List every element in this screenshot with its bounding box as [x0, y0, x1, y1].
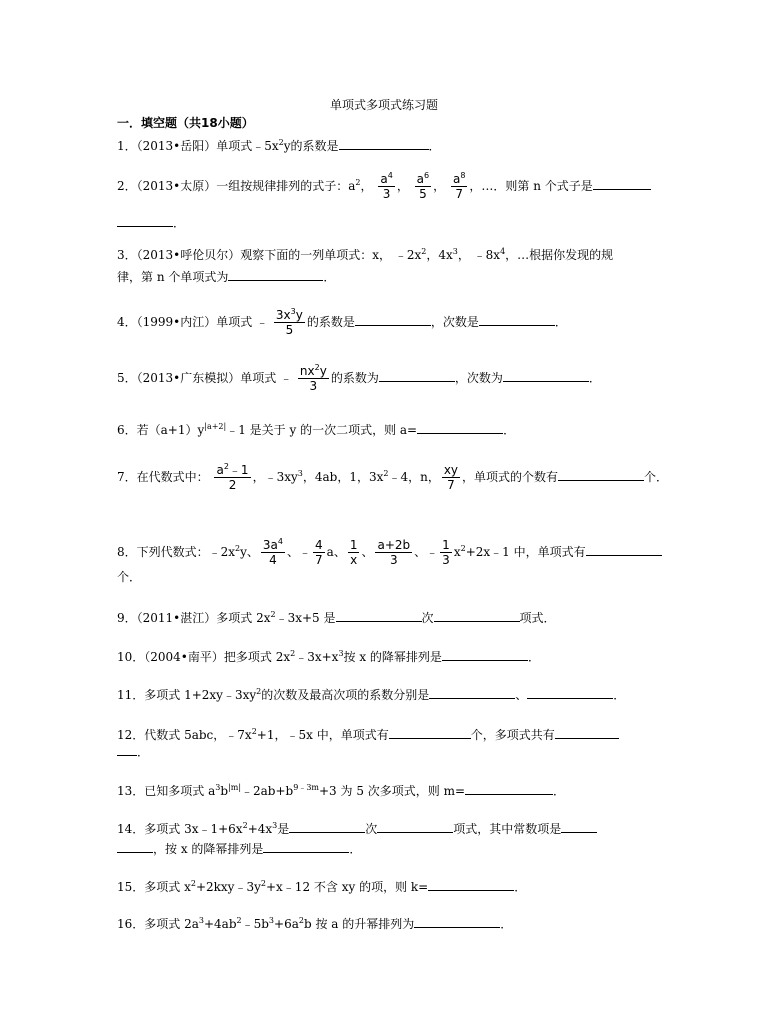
section-heading: 一．填空题（共18小题） — [117, 116, 254, 130]
q13-text4: +3 为 5 次多项式，则 m= — [319, 784, 466, 798]
q8-fraction-3: $\frac{1}{x}$ — [349, 538, 358, 567]
q9-answer-blank-terms[interactable] — [434, 609, 520, 622]
q14-line2 — [117, 840, 361, 855]
question-5 — [117, 364, 601, 393]
q15-answer-blank[interactable] — [428, 878, 514, 891]
q2-line2 — [117, 214, 185, 229]
q14-answer-blank-order[interactable] — [263, 840, 349, 853]
q11-text3: 、 — [515, 688, 528, 702]
q5-text: 5．（2013•广东模拟）单项式 ﹣ — [117, 371, 293, 385]
q14-exp1: 2 — [242, 821, 248, 830]
q14-text5: 项式，其中常数项是 — [453, 822, 562, 836]
q14-end: ． — [349, 842, 362, 856]
q16-end: ． — [500, 917, 513, 931]
q16-answer-blank[interactable] — [414, 915, 500, 928]
question-9 — [117, 609, 556, 624]
q2-sep3: ， — [433, 179, 446, 193]
q10-end: ． — [527, 650, 540, 664]
q8-exp1: 2 — [235, 544, 241, 553]
q7-text: 7．在代数式中： — [117, 470, 209, 484]
q14-answer-blank-const-b[interactable] — [117, 840, 153, 853]
q7-text3: ，4ab，1，3x — [302, 470, 384, 484]
q8-text6: 、﹣ — [414, 545, 439, 559]
q16-text: 16．多项式 2a — [117, 917, 199, 931]
q15-text2: +2kxy﹣3y — [195, 880, 261, 894]
document-title: 单项式多项式练习题 — [329, 98, 438, 112]
q16-text3: ﹣5b — [241, 917, 269, 931]
q3-text3: ， ﹣8x — [457, 248, 501, 262]
question-10 — [117, 648, 540, 663]
q12-answer-blank-poly-a[interactable] — [555, 726, 619, 739]
q7-exp1: 3 — [297, 469, 303, 478]
q14-line2-text: ，按 x 的降幂排列是 — [153, 842, 264, 856]
q16-text5: b 按 a 的升幂排列为 — [303, 917, 415, 931]
question-7 — [117, 463, 668, 492]
q2-exp: 2 — [355, 178, 361, 187]
q8-fraction-1: $\frac{3a^4}{4}$ — [262, 537, 284, 567]
q1-text: 1．（2013•岳阳）单项式﹣5x — [117, 139, 279, 153]
q7-end: 个． — [644, 470, 669, 484]
q1-answer-blank[interactable] — [339, 137, 429, 150]
q2-fraction-2: $\frac{a^6}{5}$ — [416, 171, 430, 201]
q4-text2: 的系数是 — [306, 315, 355, 329]
q8-text5: 、 — [361, 545, 374, 559]
question-3 — [117, 249, 613, 261]
q10-answer-blank[interactable] — [442, 648, 528, 661]
q9-text: 9．（2011•湛江）多项式 2x — [117, 611, 271, 625]
q7-answer-blank[interactable] — [558, 468, 644, 481]
q10-exp2: 3 — [338, 649, 344, 658]
q13-end: ． — [553, 784, 566, 798]
q4-answer-blank-degree[interactable] — [479, 313, 555, 326]
q8-text: 8．下列代数式：﹣2x — [117, 545, 236, 559]
q8-line2 — [117, 571, 141, 583]
question-2 — [117, 172, 651, 201]
q15-exp2: 2 — [260, 879, 266, 888]
q16-text4: +6a — [274, 917, 299, 931]
q4-end: ． — [554, 315, 567, 329]
q6-end: ． — [503, 423, 516, 437]
q3-text4: ，…根据你发现的规 — [505, 248, 614, 262]
q2-text2: ，…．则第 n 个式子是 — [469, 179, 593, 193]
q5-answer-blank-coef[interactable] — [379, 369, 455, 382]
q7-text2: ，﹣3xy — [252, 470, 298, 484]
q6-text2: ﹣1 是关于 y 的一次二项式，则 a= — [226, 423, 418, 437]
q8-answer-blank[interactable] — [586, 543, 662, 556]
q2-end: ． — [173, 216, 186, 230]
question-12 — [117, 726, 619, 741]
q3-text2: ，4x — [426, 248, 453, 262]
q11-exp: 2 — [256, 687, 262, 696]
q14-text3: 是 — [277, 822, 290, 836]
q8-text4: a、 — [326, 545, 346, 559]
q15-text3: +x﹣12 不含 xy 的项，则 k= — [265, 880, 429, 894]
q16-exp4: 2 — [298, 916, 304, 925]
q12-text: 12．代数式 5abc，﹣7x — [117, 728, 252, 742]
q3-line2 — [117, 268, 335, 283]
question-8 — [117, 538, 662, 567]
q2-sep2: ， — [396, 179, 409, 193]
q10-text: 10．（2004•南平）把多项式 2x — [117, 650, 291, 664]
q10-exp1: 2 — [290, 649, 296, 658]
q8-line2-text: 个． — [117, 570, 142, 584]
q6-answer-blank[interactable] — [417, 421, 503, 434]
q11-end: ． — [613, 688, 626, 702]
q12-text3: 个，多项式共有 — [470, 728, 555, 742]
q9-exp: 2 — [270, 610, 276, 619]
q11-text: 11．多项式 1+2xy﹣3xy — [117, 688, 257, 702]
q9-end: 项式． — [519, 611, 556, 625]
q4-text: 4．（1999•内江）单项式 ﹣ — [117, 315, 269, 329]
q2-answer-blank-b[interactable] — [117, 214, 173, 227]
q12-end: ． — [137, 745, 150, 759]
q5-fraction: $\frac{nx^2y}{3}$ — [299, 363, 327, 393]
q15-exp1: 2 — [190, 879, 196, 888]
question-13 — [117, 782, 565, 797]
q11-answer-blank-coef[interactable] — [527, 686, 613, 699]
q5-text2: 的系数为 — [330, 371, 379, 385]
q14-exp2: 3 — [272, 821, 278, 830]
question-16 — [117, 915, 512, 930]
question-14 — [117, 820, 597, 835]
q2-fraction-1: $\frac{a^4}{3}$ — [380, 171, 393, 201]
question-15 — [117, 878, 526, 893]
q7-exp2: 2 — [383, 469, 389, 478]
q16-exp3: 3 — [268, 916, 275, 925]
q2-sep: ， — [360, 179, 373, 193]
q3-line2-text: 律，第 n 个单项式为 — [117, 270, 229, 284]
q12-answer-blank-poly-b[interactable] — [117, 743, 137, 756]
q10-text2: ﹣3x+x — [295, 650, 339, 664]
q8-text3: 、﹣ — [287, 545, 312, 559]
q3-exp1: 2 — [421, 247, 427, 256]
q13-text: 13．已知多项式 a — [117, 784, 216, 798]
q8-fraction-5: $\frac{1}{3}$ — [442, 538, 450, 567]
q10-text3: 按 x 的降幂排列是 — [343, 650, 442, 664]
question-4 — [117, 308, 567, 337]
q12-answer-blank-mono[interactable] — [389, 726, 471, 739]
q7-fraction-2: $\frac{xy}{7}$ — [443, 463, 459, 492]
q2-answer-blank-a[interactable] — [593, 177, 651, 190]
q13-text2: b — [220, 784, 229, 798]
q3-end: ． — [323, 270, 336, 284]
q13-answer-blank[interactable] — [465, 782, 553, 795]
q4-text3: ，次数是 — [430, 315, 479, 329]
q9-text3: 次 — [421, 611, 434, 625]
q3-exp3: 4 — [500, 247, 506, 256]
q14-text4: 次 — [365, 822, 378, 836]
question-11 — [117, 686, 625, 701]
q16-text2: +4ab — [203, 917, 237, 931]
q4-answer-blank-coef[interactable] — [355, 313, 431, 326]
q1-text2: y的系数是 — [283, 139, 339, 153]
q2-fraction-3: $\frac{a^8}{7}$ — [452, 171, 466, 201]
q13-exp3: 9﹣3m — [293, 783, 319, 792]
q14-answer-blank-terms[interactable] — [377, 820, 453, 833]
q12-line2 — [117, 743, 149, 758]
q13-text3: ﹣2ab+b — [241, 784, 294, 798]
q14-answer-blank-degree[interactable] — [289, 820, 365, 833]
q7-text4: ﹣4，n， — [388, 470, 440, 484]
q5-text3: ，次数为 — [454, 371, 503, 385]
question-6 — [117, 421, 515, 436]
question-1 — [117, 137, 441, 152]
q12-text2: +1，﹣5x 中，单项式有 — [256, 728, 389, 742]
q8-fraction-4: $\frac{a+2b}{3}$ — [377, 538, 411, 567]
q1-exp: 2 — [278, 138, 284, 147]
q7-fraction-1: $\frac{a^2﹣1}{2}$ — [216, 462, 249, 492]
q8-text2: y、 — [240, 545, 259, 559]
q13-exp1: 3 — [215, 783, 221, 792]
q13-exp2: |m| — [228, 783, 242, 792]
q16-exp2: 2 — [236, 916, 242, 925]
q4-fraction: $\frac{3x^3y}{5}$ — [275, 307, 303, 337]
q2-text: 2．（2013•太原）一组按规律排列的式子：a — [117, 179, 356, 193]
q6-text: 6．若（a+1）y — [117, 423, 205, 437]
q7-text5: ，单项式的个数有 — [462, 470, 559, 484]
q16-exp1: 3 — [198, 916, 204, 925]
q5-end: ． — [588, 371, 601, 385]
q6-exp: |a+2| — [204, 422, 227, 431]
q14-answer-blank-const-a[interactable] — [561, 820, 597, 833]
q15-end: ． — [514, 880, 527, 894]
q1-end: ． — [428, 139, 441, 153]
q11-answer-blank-degree[interactable] — [429, 686, 515, 699]
q3-answer-blank[interactable] — [228, 268, 323, 281]
q3-exp2: 3 — [452, 247, 458, 256]
q15-text: 15．多项式 x — [117, 880, 191, 894]
q8-text7: x — [453, 545, 461, 559]
q9-text2: ﹣3x+5 是 — [275, 611, 336, 625]
q8-exp2: 2 — [460, 544, 466, 553]
q8-fraction-2: $\frac{4}{7}$ — [315, 538, 323, 567]
q5-answer-blank-degree[interactable] — [503, 369, 589, 382]
q11-text2: 的次数及最高次项的系数分别是 — [261, 688, 430, 702]
q9-answer-blank-degree[interactable] — [336, 609, 422, 622]
q3-text: 3．（2013•呼伦贝尔）观察下面的一列单项式：x， ﹣2x — [117, 248, 422, 262]
q14-text: 14．多项式 3x﹣1+6x — [117, 822, 243, 836]
q8-text8: +2x﹣1 中，单项式有 — [465, 545, 586, 559]
q12-exp: 2 — [251, 727, 257, 736]
q14-text2: +4x — [247, 822, 273, 836]
